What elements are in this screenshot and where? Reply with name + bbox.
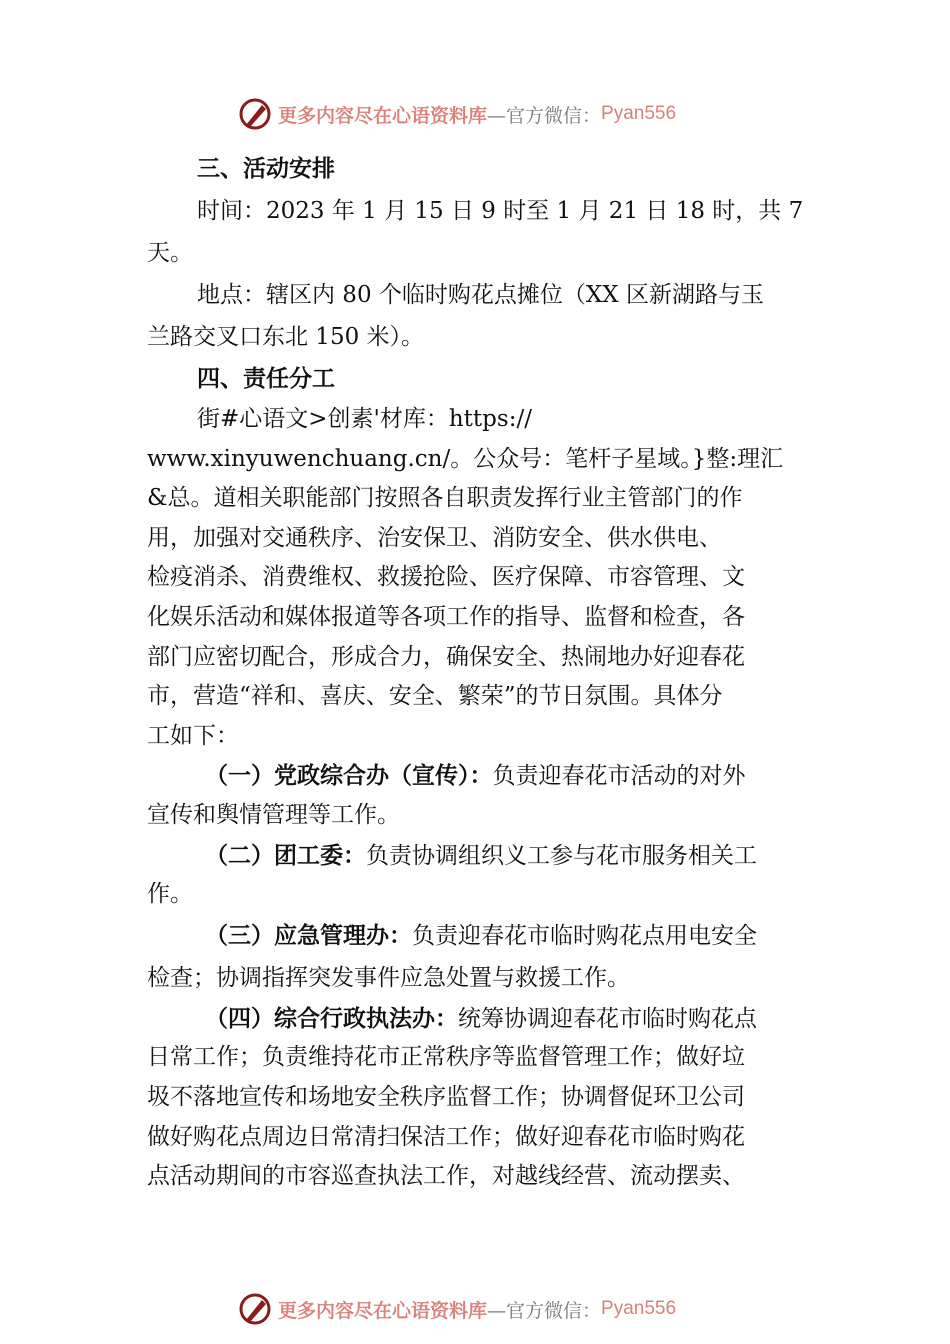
document-body: [147, 148, 827, 1197]
footer-watermark-banner: [238, 1291, 728, 1327]
intro-line: 化娱乐活动和媒体报道等各项工作的指导、监督和检查，各: [147, 603, 745, 630]
item-1-label: （一）党政综合办（宣传）：: [205, 762, 493, 790]
item-4-label: （四）综合行政执法办：: [205, 1004, 458, 1032]
banner-main-text: 更多内容尽在心语资料库: [278, 104, 488, 127]
pen-logo-icon: [238, 97, 272, 131]
item-3-label: （三）应急管理办：: [205, 921, 412, 949]
item-1-line: [147, 756, 827, 796]
place-line-2: 兰路交叉口东北 150 米）。: [147, 324, 425, 350]
item-4-cont: 日常工作；负责维持花市正常秩序等监督管理工作；做好垃: [147, 1044, 745, 1071]
banner-dash-text: —官方微信：: [487, 1299, 602, 1322]
intro-line: 市，营造“祥和、喜庆、安全、繁荣”的节日氛围。具体分: [147, 683, 723, 710]
intro-line: 用，加强对交通秩序、治安保卫、消防安全、供水供电、: [147, 524, 722, 551]
item-4-line: [147, 999, 827, 1039]
time-line-1: 时间：2023 年 1 月 15 日 9 时至 1 月 21 日 18 时，共 7: [197, 198, 804, 224]
time-line-2: 天。: [147, 240, 193, 266]
banner-wechat-id: Pyan556: [601, 103, 677, 124]
item-4-cont: 做好购花点周边日常清扫保洁工作；做好迎春花市临时购花: [147, 1123, 745, 1150]
banner-dash-text: —官方微信：: [487, 104, 602, 127]
header-watermark-banner: [238, 96, 728, 132]
intro-line: 部门应密切配合，形成合力，确保安全、热闹地办好迎春花: [147, 643, 745, 670]
item-1-cont: 宣传和舆情管理等工作。: [147, 801, 400, 828]
item-1-text: 负责迎春花市活动的对外: [492, 763, 746, 790]
intro-line: 街#心语文>创素'材库：https://: [197, 406, 532, 432]
place-line-1: 地点：辖区内 80 个临时购花点摊位（XX 区新湖路与玉: [197, 282, 764, 308]
banner-main-text: 更多内容尽在心语资料库: [278, 1299, 488, 1322]
item-4-text: 统筹协调迎春花市临时购花点: [458, 1005, 757, 1032]
item-2-line: [147, 836, 827, 876]
item-2-cont: 作。: [147, 881, 193, 908]
intro-line: www.xinyuwenchuang.cn/。公众号：笔杆子星域。}整:理汇: [147, 445, 784, 472]
intro-line: 工如下：: [147, 722, 239, 749]
banner-wechat-id: Pyan556: [601, 1298, 677, 1319]
item-2-text: 负责协调组织义工参与花市服务相关工: [366, 842, 757, 869]
intro-line: &总。道相关职能部门按照各自职责发挥行业主管部门的作: [147, 485, 743, 512]
section4-heading: 四、责任分工: [197, 365, 335, 392]
section3-heading: 三、活动安排: [197, 155, 335, 182]
item-4-cont: 圾不落地宣传和场地安全秩序监督工作；协调督促环卫公司: [147, 1083, 745, 1110]
intro-line: 检疫消杀、消费维权、救援抢险、医疗保障、市容管理、文: [147, 564, 745, 591]
pen-logo-icon: [238, 1292, 272, 1326]
item-3-text: 负责迎春花市临时购花点用电安全: [412, 922, 757, 949]
item-2-label: （二）团工委：: [205, 841, 366, 869]
item-3-cont: 检查；协调指挥突发事件应急处置与救援工作。: [147, 964, 630, 991]
item-4-cont: 点活动期间的市容巡查执法工作，对越线经营、流动摆卖、: [147, 1163, 745, 1190]
item-3-line: [147, 915, 827, 957]
